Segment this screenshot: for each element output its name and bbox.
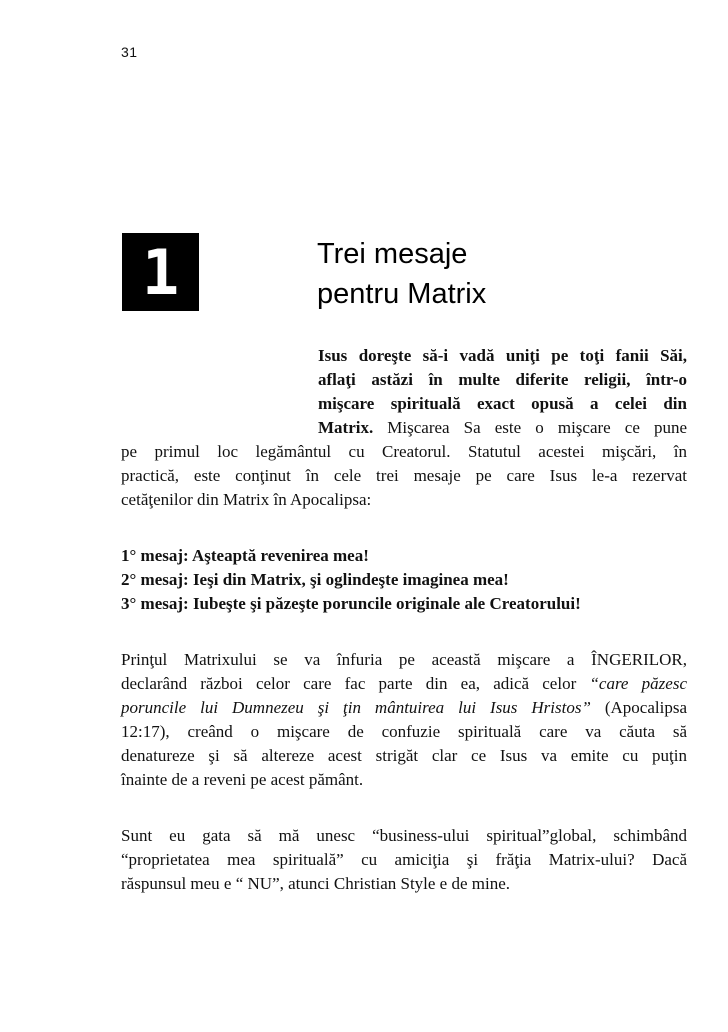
intro-continuation [121,440,687,512]
para2-line-3 [121,696,687,720]
para2-line-6: înainte de a reveni pe acest pământ. [121,770,364,789]
chapter-title-line-1: Trei mesaje [317,238,468,270]
chapter-title [317,234,486,314]
para2-quote-end: poruncile lui Dumnezeu şi ţin mântuirea lui Isus Hristos” [121,698,591,717]
paragraph-question [121,824,687,896]
para2-line-3-text: (Apocalipsa [590,698,687,717]
intro-line-2: aflaţi astăzi în multe diferite religii, într-o [318,370,687,389]
message-3: 3° mesaj: Iubeşte şi păzeşte poruncile originale ale Creatorului! [121,594,581,613]
chapter-number: 1 [141,236,180,309]
para2-line-2 [121,672,687,696]
message-1: 1° mesaj: Aşteaptă revenirea mea! [121,546,369,565]
intro-line-4 [318,416,687,440]
para2-line-2-text: declarând război celor care fac parte din ea, adică celor [121,674,590,693]
para3-line-3: răspunsul meu e “ NU”, atunci Christian Style e de mine. [121,874,511,893]
chapter-number-box [122,233,199,311]
message-2: 2° mesaj: Ieşi din Matrix, şi oglindeşte imaginea mea! [121,570,509,589]
page-number: 31 [121,44,138,60]
three-messages [121,544,687,616]
intro-line-4-rest: Mişcarea Sa este o mişcare ce pune [373,418,687,437]
intro-cont-line-2: practică, este conţinut în cele trei mesaje pe care Isus le-a rezervat [121,466,687,485]
para2-line-4: 12:17), creând o mişcare de confuzie spirituală care va căuta să [121,722,687,741]
intro-line-3: mişcare spirituală exact opusă a celei din [318,394,687,413]
para3-line-1: Sunt eu gata să mă unesc “business-ului spiritual”global, schimbând [121,826,687,845]
para2-quote-start: “care păzesc [589,674,687,693]
para2-line-5: denatureze şi să altereze acest strigăt clar ce Isus va emite cu puţin [121,746,687,765]
para3-line-2: “proprietatea mea spirituală” cu amiciţia şi frăţia Matrix-ului? Dacă [121,850,687,869]
intro-cont-line-1: pe primul loc legământul cu Creatorul. Statutul acestei mişcări, în [121,442,687,461]
paragraph-matrix-prince [121,648,687,792]
intro-line-1: Isus doreşte să-i vadă uniţi pe toţi fanii Săi, [318,346,687,365]
chapter-title-line-2: pentru Matrix [317,278,487,310]
intro-lead [318,344,687,440]
intro-matrix-bold: Matrix. [318,418,374,437]
intro-cont-line-3: cetăţenilor din Matrix în Apocalipsa: [121,490,372,509]
para2-line-1: Prinţul Matrixului se va înfuria pe această mişcare a ÎNGERILOR, [121,650,687,669]
